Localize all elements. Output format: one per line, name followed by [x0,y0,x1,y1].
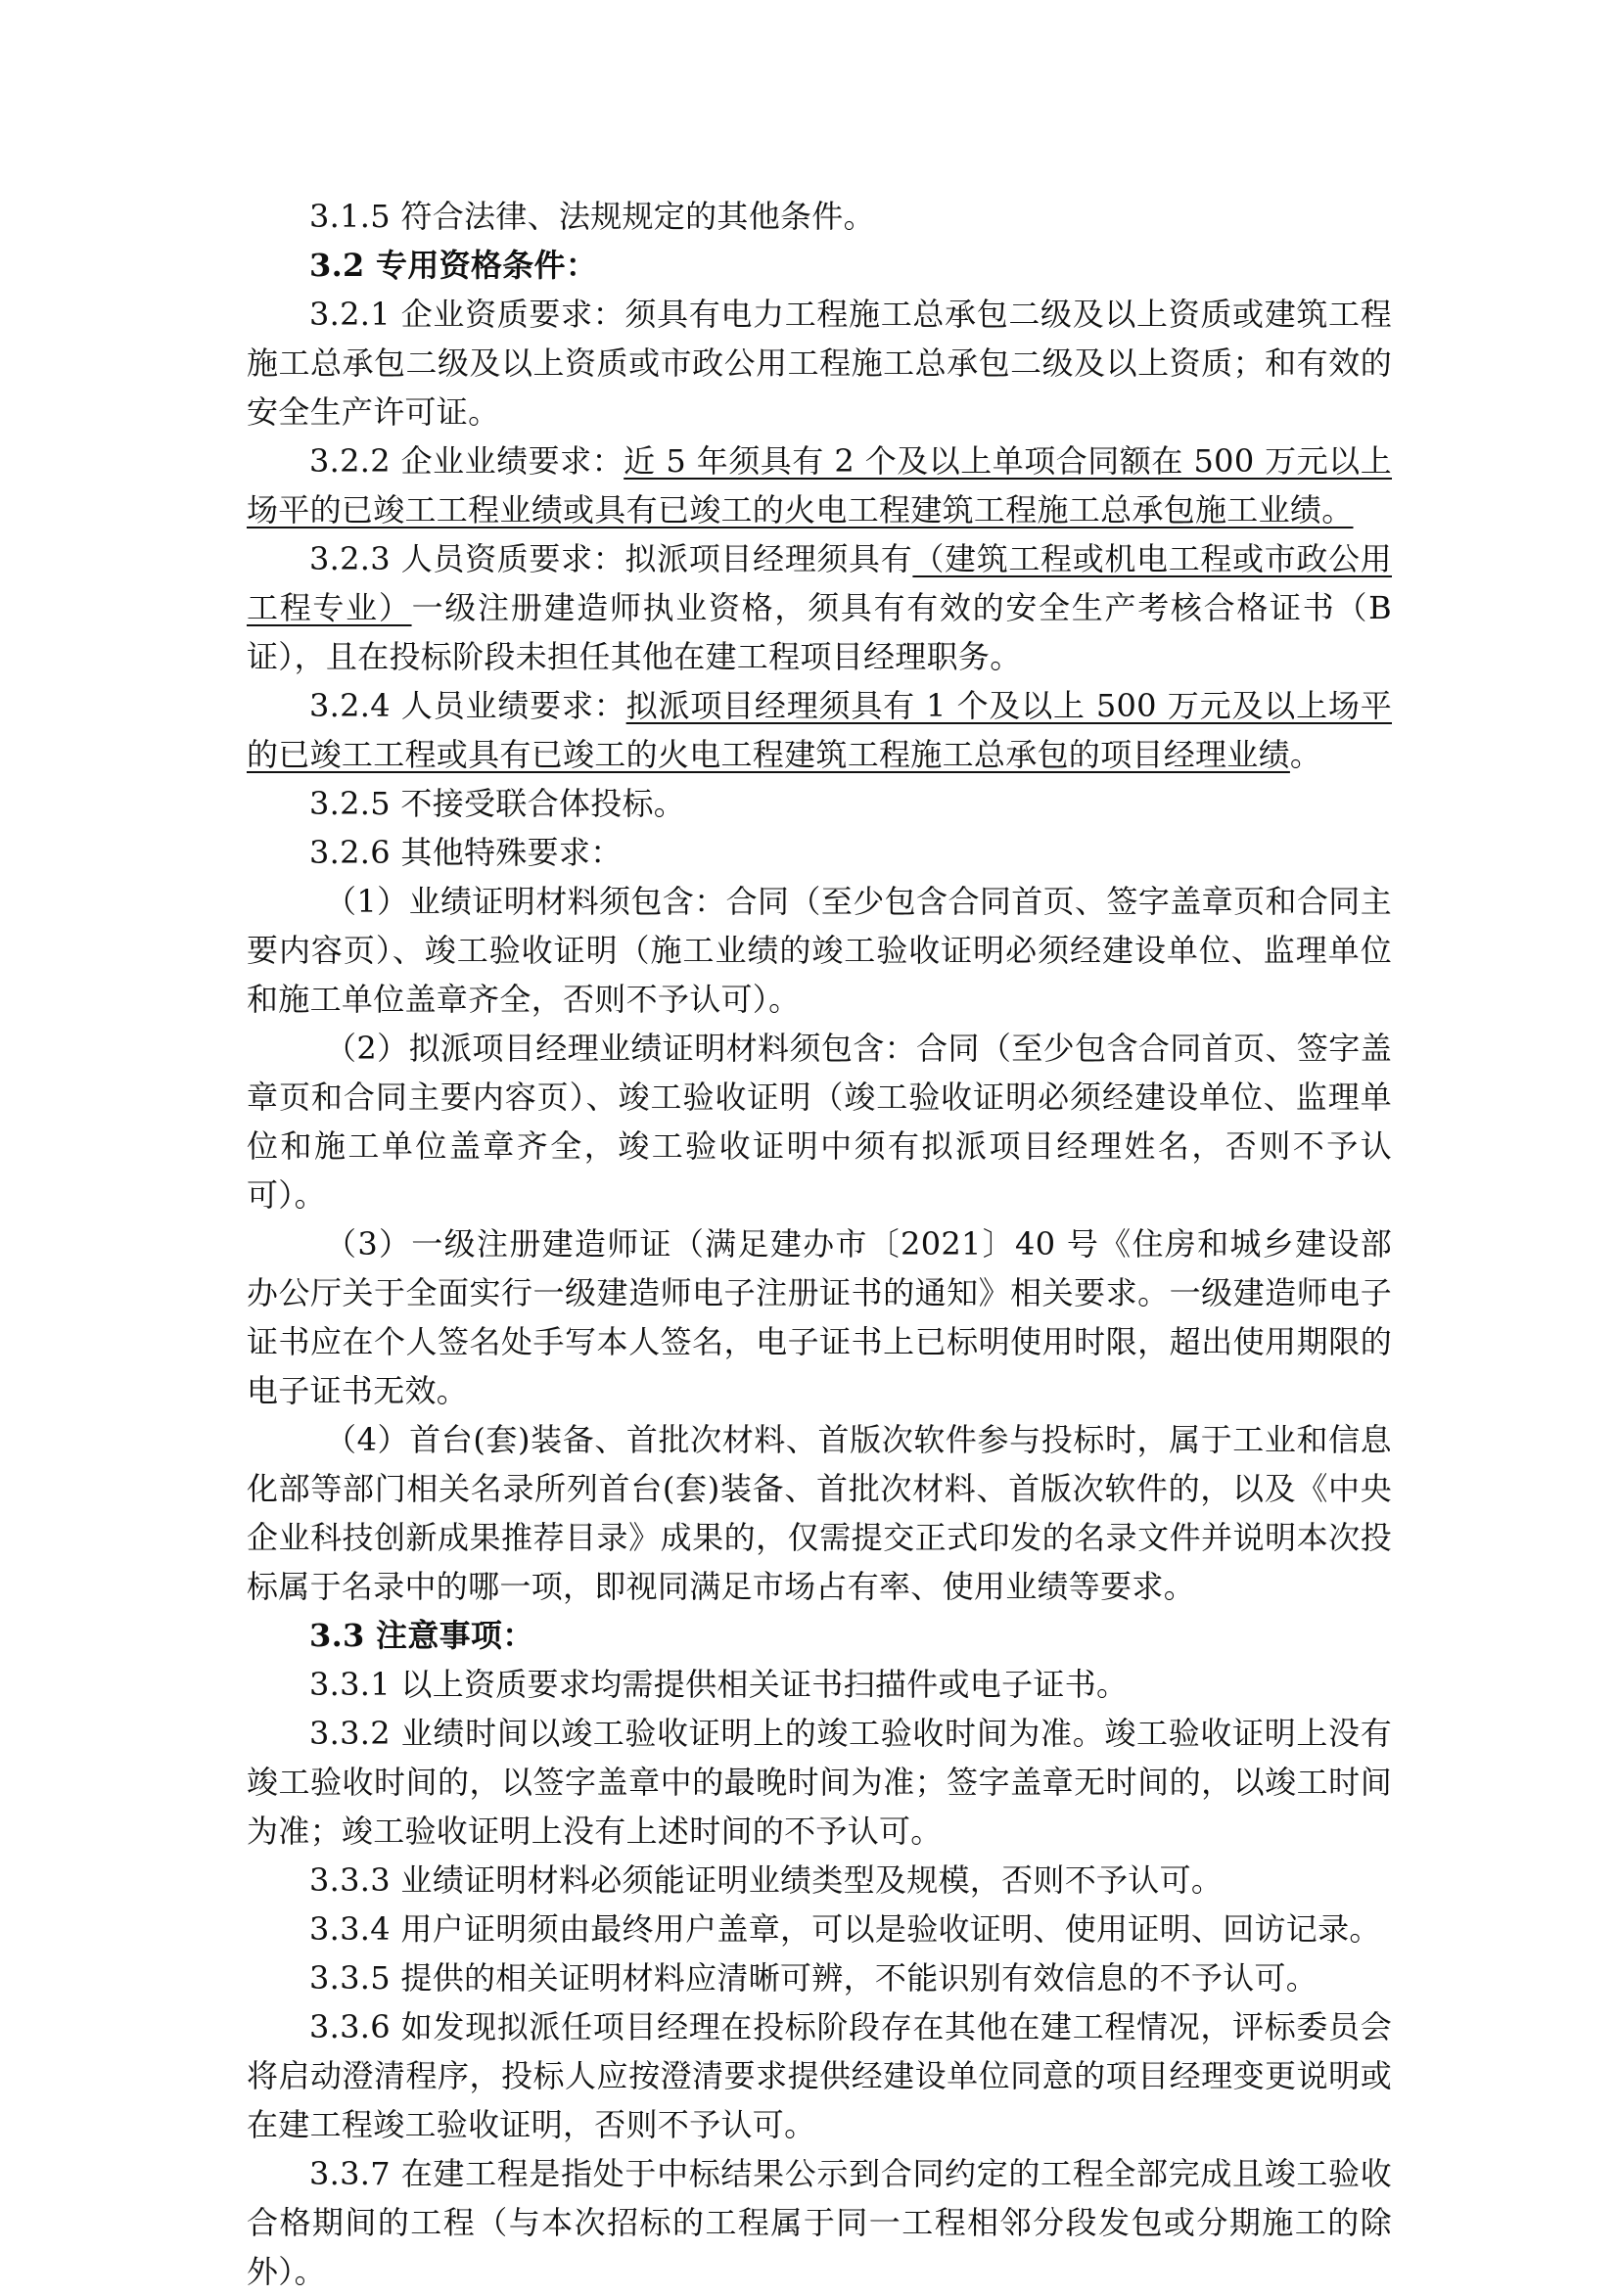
section-3-2-heading: 3.2 专用资格条件： [309,247,598,284]
clause-3-3-4: 3.3.4 用户证明须由最终用户盖章，可以是验收证明、使用证明、回访记录。 [309,1910,1381,1948]
clause-3-2-6-item-1: （1）业绩证明材料须包含：合同（至少包含合同首页、签字盖章页和合同主要内容页）、竣工验收证明（施工业绩的竣工验收证明必须经建设单位、监理单位和施工单位盖章齐全，否则不予认可）。 [247,883,1392,1018]
clause-3-2-4-suffix: 。 [1289,736,1322,773]
clause-3-2-6: 3.2.6 其他特殊要求： [309,834,623,871]
clause-3-2-6-item-3: （3）一级注册建造师证（满足建办市〔2021〕40 号《住房和城乡建设部办公厅关于全面实行一级建造师电子注册证书的通知》相关要求。一级建造师电子证书应在个人签名处手写本人签名，电子证书上已标明使用时限，超出使用期限的电子证书无效。 [247,1225,1392,1409]
clause-3-2-2 [247,436,1392,534]
clause-3-2-2-underlined: 近 5 年须具有 2 个及以上单项合同额在 500 万元以上场平的已竣工工程业绩或具有已竣工的火电工程建筑工程施工总承包施工业绩。 [247,442,1392,528]
clause-3-2-5: 3.2.5 不接受联合体投标。 [309,785,686,822]
clause-3-2-4 [247,681,1392,779]
document-page [247,192,1392,2296]
clause-3-2-4-underlined: 拟派项目经理须具有 1 个及以上 500 万元及以上场平的已竣工工程或具有已竣工的火电工程建筑工程施工总承包的项目经理业绩 [247,687,1392,773]
clause-3-2-1: 3.2.1 企业资质要求：须具有电力工程施工总承包二级及以上资质或建筑工程施工总承包二级及以上资质或市政公用工程施工总承包二级及以上资质；和有效的安全生产许可证。 [247,296,1392,431]
section-3-3-heading: 3.3 注意事项： [309,1617,534,1654]
clause-3-1-5: 3.1.5 符合法律、法规规定的其他条件。 [309,198,875,235]
clause-3-2-3-prefix: 3.2.3 人员资质要求：拟派项目经理须具有 [309,540,913,577]
clause-3-2-3-underlined: （建筑工程或机电工程或市政公用工程专业） [247,540,1392,626]
clause-3-2-4-prefix: 3.2.4 人员业绩要求： [309,687,626,724]
clause-3-2-3-suffix: 一级注册建造师执业资格，须具有有效的安全生产考核合格证书（B 证），且在投标阶段未担任其他在建工程项目经理职务。 [247,589,1392,675]
clause-3-2-3 [247,534,1392,681]
clause-3-2-6-item-2: （2）拟派项目经理业绩证明材料须包含：合同（至少包含合同首页、签字盖章页和合同主要内容页）、竣工验收证明（竣工验收证明必须经建设单位、监理单位和施工单位盖章齐全，竣工验收证明中须有拟派项目经理姓名，否则不予认可）。 [247,1030,1392,1214]
clause-3-3-7: 3.3.7 在建工程是指处于中标结果公示到合同约定的工程全部完成且竣工验收合格期间的工程（与本次招标的工程属于同一工程相邻分段发包或分期施工的除外）。 [247,2155,1392,2290]
clause-3-3-6: 3.3.6 如发现拟派任项目经理在投标阶段存在其他在建工程情况，评标委员会将启动澄清程序，投标人应按澄清要求提供经建设单位同意的项目经理变更说明或在建工程竣工验收证明，否则不予认可。 [247,2008,1392,2143]
clause-3-2-6-item-4: （4）首台(套)装备、首批次材料、首版次软件参与投标时，属于工业和信息化部等部门相关名录所列首台(套)装备、首批次材料、首版次软件的，以及《中央企业科技创新成果推荐目录》成果的，仅需提交正式印发的名录文件并说明本次投标属于名录中的哪一项，即视同满足市场占有率、使用业绩等要求。 [247,1421,1392,1605]
clause-3-3-2: 3.3.2 业绩时间以竣工验收证明上的竣工验收时间为准。竣工验收证明上没有竣工验收时间的，以签字盖章中的最晚时间为准；签字盖章无时间的，以竣工时间为准；竣工验收证明上没有上述时间的不予认可。 [247,1715,1392,1850]
clause-3-3-5: 3.3.5 提供的相关证明材料应清晰可辨，不能识别有效信息的不予认可。 [309,1959,1318,1997]
clause-3-2-2-prefix: 3.2.2 企业业绩要求： [309,442,624,480]
clause-3-3-1: 3.3.1 以上资质要求均需提供相关证书扫描件或电子证书。 [309,1666,1129,1703]
clause-3-3-3: 3.3.3 业绩证明材料必须能证明业绩类型及规模，否则不予认可。 [309,1861,1224,1899]
